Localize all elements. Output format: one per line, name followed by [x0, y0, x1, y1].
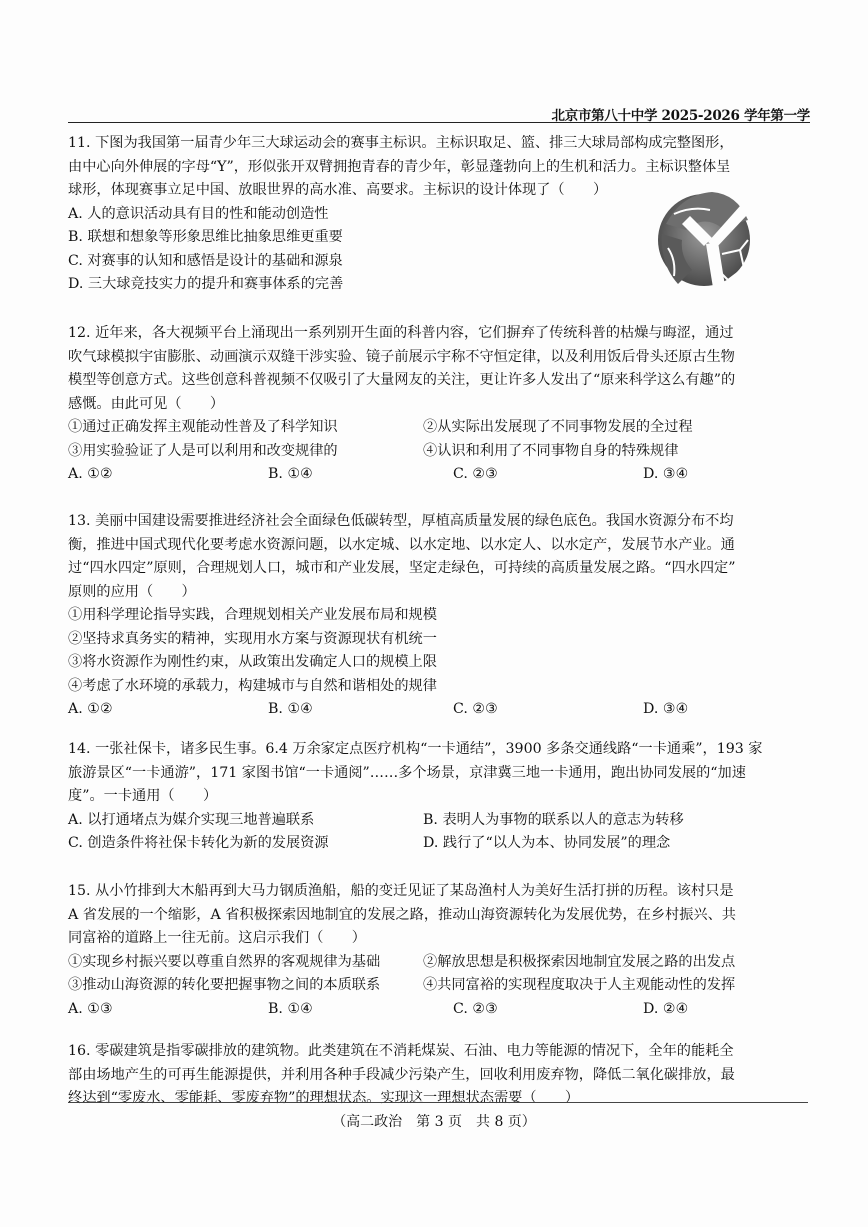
question-15	[68, 880, 808, 1021]
q12-statement-4: ④认识和利用了不同事物自身的特殊规律	[423, 442, 679, 459]
q12-options	[68, 463, 808, 487]
q12-stem-line: 模型等创意方式。这些创意科普视频不仅吸引了大量网友的关注，更让许多人发出了“原来科学这么有趣”的	[68, 372, 736, 388]
question-12	[68, 322, 808, 487]
q14-stem-line: 14. 一张社保卡，诸多民生事。6.4 万余家定点医疗机构“一卡通结”，3900 多条交通线路“一卡通乘”，193 家	[68, 741, 763, 757]
q15-options	[68, 998, 808, 1022]
q13-stem-line: 原则的应用（ ）	[68, 583, 196, 600]
q11-stem-line: 11. 下图为我国第一届青少年三大球运动会的赛事主标识。主标识取足、篮、排三大球局部构成完整图形，	[68, 135, 734, 151]
q12-stem-line: 12. 近年来，各大视频平台上涌现出一系列别开生面的科普内容，它们摒弃了传统科普的枯燥与晦涩，通过	[68, 325, 734, 341]
q11-option-c: C. 对赛事的认知和感悟是设计的基础和源泉	[68, 252, 343, 269]
q15-stem-line: 15. 从小竹排到大木船再到大马力钢质渔船，船的变迁见证了某岛渔村人为美好生活打拼的历程。该村只是	[68, 883, 734, 899]
q11-stem-line: 球形，体现赛事立足中国、放眼世界的高水准、高要求。主标识的设计体现了（ ）	[68, 182, 608, 198]
q15-statement-1: ①实现乡村振兴要以尊重自然界的客观规律为基础	[68, 953, 381, 970]
question-16	[68, 1040, 808, 1111]
q14-option-b: B. 表明人为事物的联系以人的意志为转移	[423, 811, 684, 828]
q13-options	[68, 698, 808, 722]
q15-statement-4: ④共同富裕的实现程度取决于人主观能动性的发挥	[423, 977, 736, 993]
q13-statement-1: ①用科学理论指导实践，合理规划相关产业发展布局和规模	[68, 607, 437, 623]
q14-option-c: C. 创造条件将社保卡转化为新的发展资源	[68, 835, 329, 851]
q11-option-d: D. 三大球竞技实力的提升和赛事体系的完善	[68, 276, 344, 292]
q12-statements	[68, 416, 808, 463]
q13-option-d: D. ③④	[643, 701, 689, 717]
q13-option-a: A. ①②	[68, 701, 113, 717]
footer-divider	[68, 1102, 808, 1103]
q11-stem-line: 由中心向外伸展的字母“Y”，形似张开双臂拥抱青春的青少年，彰显蓬勃向上的生机和活力。主标识整体呈	[68, 158, 731, 175]
q15-option-c: C. ②③	[453, 1000, 498, 1017]
q13-stem-line: 过“四水四定”原则，合理规划人口，城市和产业发展，坚定走绿色，可持续的高质量发展之路。“四水四定”	[68, 560, 736, 576]
q12-option-a: A. ①②	[68, 466, 113, 482]
q15-statements	[68, 951, 808, 998]
q14-option-d: D. 践行了“以人为本、协同发展”的理念	[423, 835, 671, 851]
q15-statement-2: ②解放思想是积极探索因地制宜发展之路的出发点	[423, 953, 736, 970]
q14-option-a: A. 以打通堵点为媒介实现三地普遍联系	[68, 811, 315, 828]
question-13	[68, 510, 808, 722]
q12-stem-line: 感慨。由此可见（ ）	[68, 395, 225, 412]
q15-option-d: D. ②④	[643, 1000, 689, 1017]
q12-statement-3: ③用实验验证了人是可以利用和改变规律的	[68, 442, 338, 459]
q12-statement-1: ①通过正确发挥主观能动性普及了科学知识	[68, 419, 338, 435]
header-divider	[68, 122, 810, 123]
q13-statement-2: ②坚持求真务实的精神，实现用水方案与资源现状有机统一	[68, 630, 437, 647]
q12-option-c: C. ②③	[453, 466, 498, 482]
q14-stem-line: 度”。一卡通用（ ）	[68, 788, 218, 804]
games-emblem-logo	[652, 184, 752, 302]
q13-stem-line: 13. 美丽中国建设需要推进经济社会全面绿色低碳转型，厚植高质量发展的绿色底色。我国水资源分布不均	[68, 513, 734, 529]
q15-stem-line: 同富裕的道路上一往无前。这启示我们（ ）	[68, 930, 366, 946]
q13-statement-4: ④考虑了水环境的承载力，构建城市与自然和谐相处的规律	[68, 677, 437, 694]
q12-option-d: D. ③④	[643, 466, 689, 482]
q12-option-b: B. ①④	[268, 466, 313, 482]
school-header: 北京市第八十中学 2025-2026 学年第一学	[551, 108, 810, 124]
q13-stem-line: 衡，推进中国式现代化要考虑水资源问题，以水定城、以水定地、以水定人、以水定产，发展节水产业。通	[68, 536, 735, 553]
q12-statement-2: ②从实际出发展现了不同事物发展的全过程	[423, 419, 693, 435]
q15-option-b: B. ①④	[268, 1000, 313, 1017]
q14-stem-line: 旅游景区“一卡通游”，171 家图书馆“一卡通阅”……多个场景，京津冀三地一卡通用，跑出协同发展的“加速	[68, 764, 746, 781]
question-14	[68, 738, 808, 856]
q13-option-c: C. ②③	[453, 701, 498, 717]
q11-option-b: B. 联想和想象等形象思维比抽象思维更重要	[68, 229, 343, 245]
q11-option-a: A. 人的意识活动具有目的性和能动创造性	[68, 205, 329, 222]
q15-stem-line: A 省发展的一个缩影，A 省积极探索因地制宜的发展之路，推动山海资源转化为发展优势，在乡村振兴、共	[68, 906, 736, 923]
q13-option-b: B. ①④	[268, 701, 313, 717]
q14-options	[68, 809, 808, 856]
q16-stem-line: 16. 零碳建筑是指零碳排放的建筑物。此类建筑在不消耗煤炭、石油、电力等能源的情况下，全年的能耗全	[68, 1043, 734, 1059]
page-footer: （高二政治 第 3 页 共 8 页）	[332, 1114, 536, 1130]
q16-stem-line: 终达到“零废水、零能耗、零废弃物”的理想状态。实现这一理想状态需要（ ）	[68, 1090, 580, 1106]
q15-option-a: A. ①③	[68, 1000, 113, 1017]
q13-statement-3: ③将水资源作为刚性约束，从政策出发确定人口的规模上限	[68, 654, 437, 670]
q12-stem-line: 吹气球模拟宇宙膨胀、动画演示双缝干涉实验、镜子前展示宇称不守恒定律，以及利用饭后骨头还原古生物	[68, 348, 735, 365]
q15-statement-3: ③推动山海资源的转化要把握事物之间的本质联系	[68, 977, 381, 993]
q16-stem-line: 部由场地产生的可再生能源提供，并利用各种手段减少污染产生，回收利用废弃物，降低二氧化碳排放，最	[68, 1066, 735, 1083]
